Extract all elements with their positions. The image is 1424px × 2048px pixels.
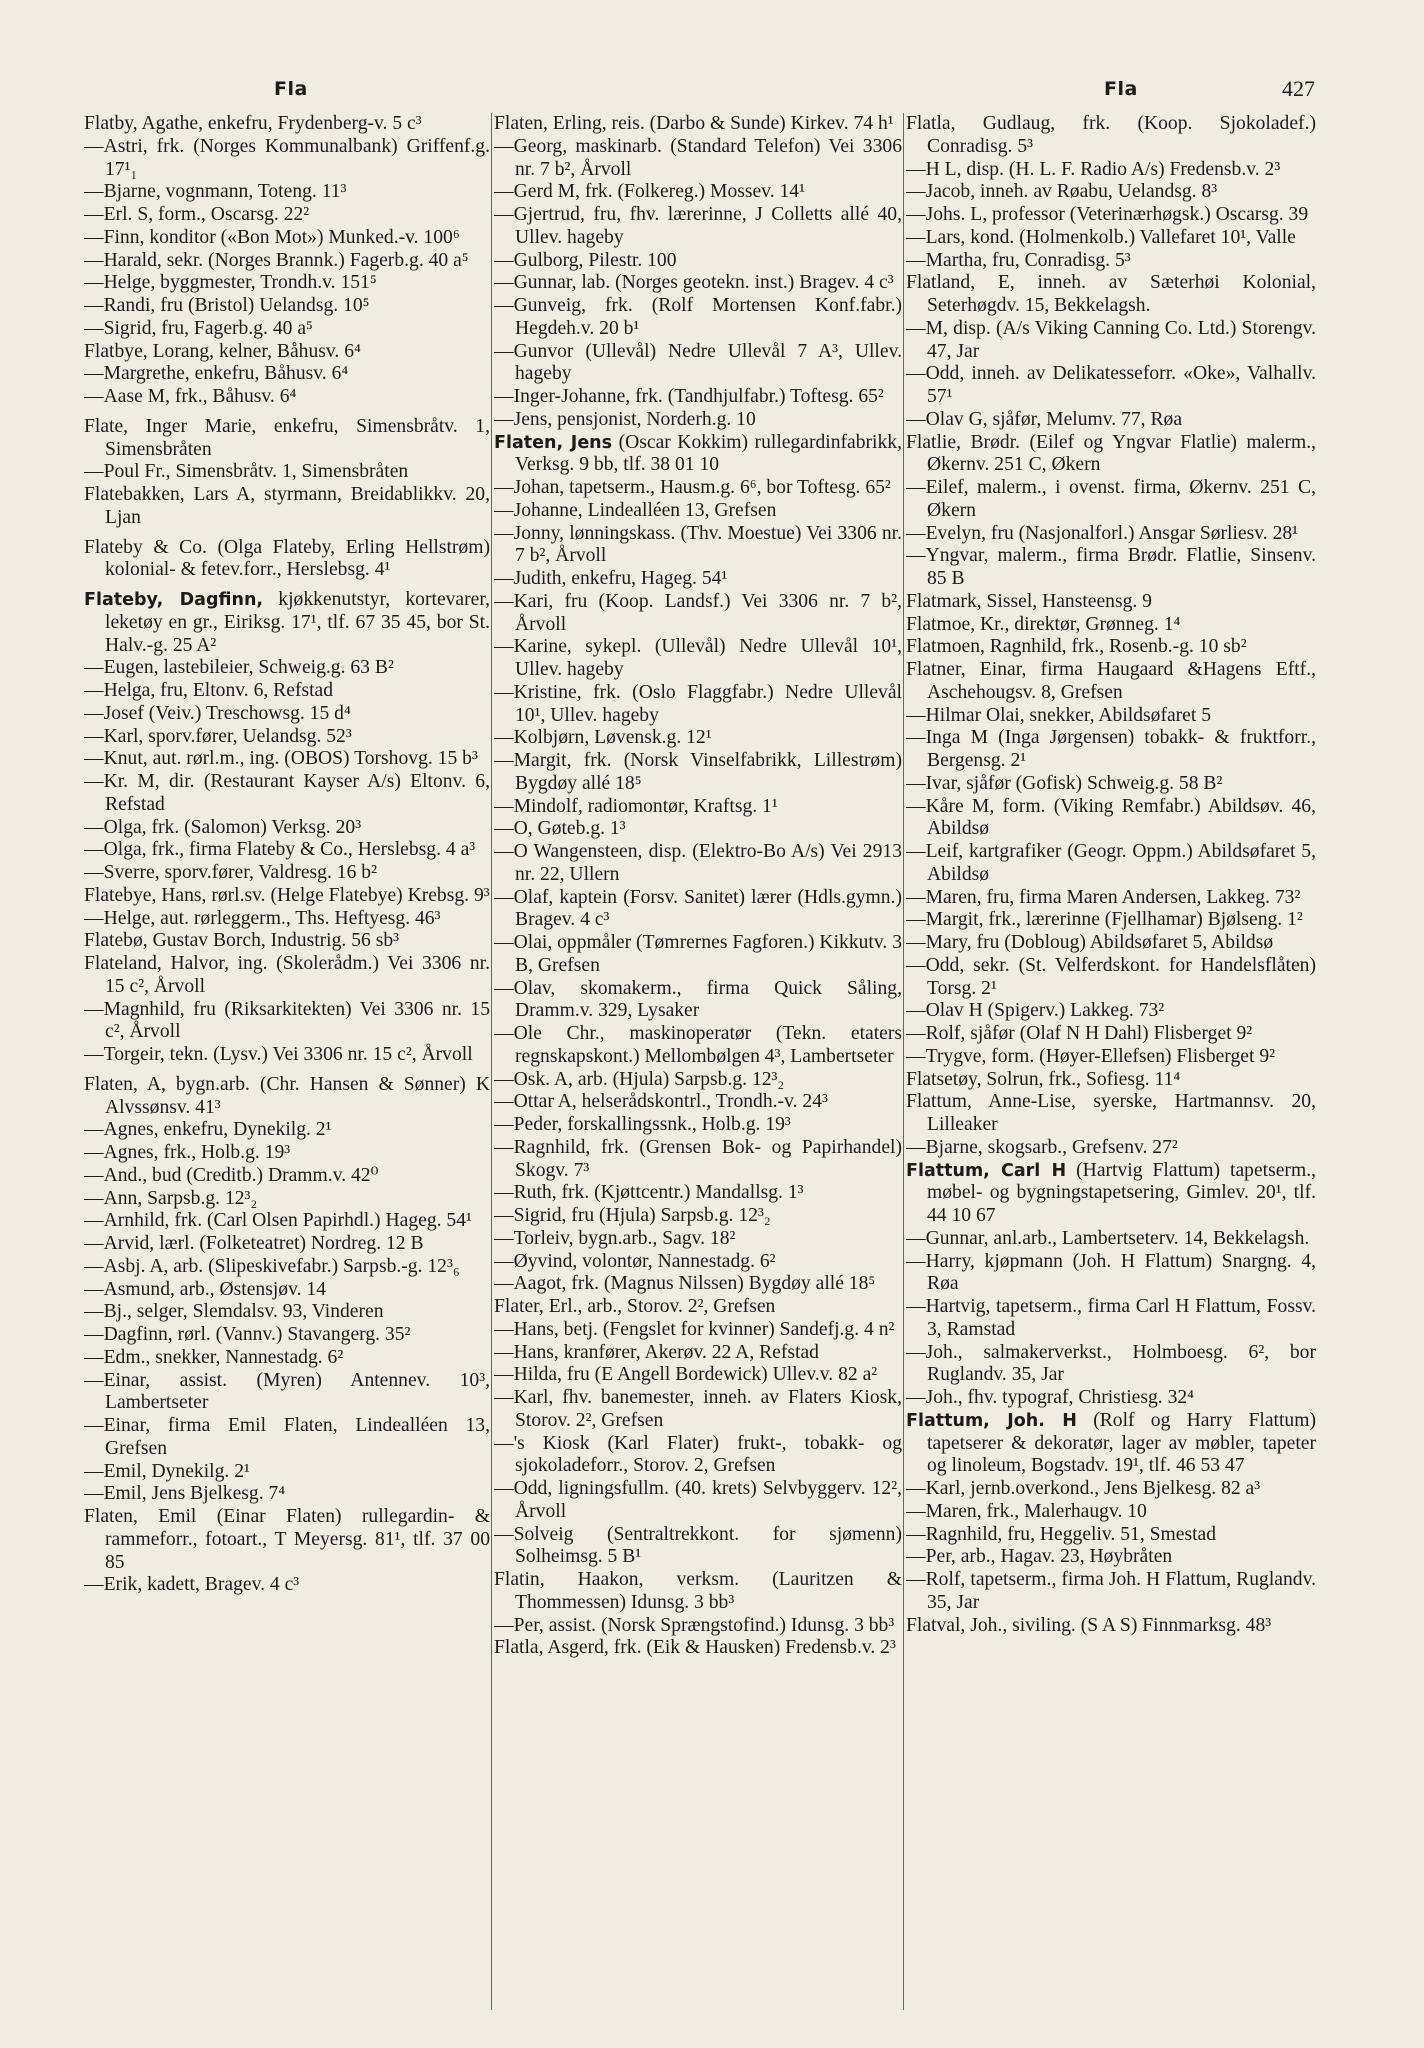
directory-entry xyxy=(494,1296,902,1319)
entry-text: —Ottar A, helserådskontrl., Trondh.-v. 24³ xyxy=(494,1091,828,1113)
column-divider xyxy=(903,113,904,2010)
entry-text: —Ann, Sarpsb.g. 12³₂ xyxy=(84,1187,258,1209)
entry-text: —Karl, jernb.overkond., Jens Bjelkesg. 82 a³ xyxy=(906,1478,1261,1499)
entry-text: Flaten, Erling, reis. (Darbo & Sunde) Kirkev. 74 h¹ xyxy=(494,113,894,134)
entry-text: —Jacob, inneh. av Røabu, Uelandsg. 8³ xyxy=(906,181,1218,203)
entry-text: —Yngvar, malerm., firma Brødr. Flatlie, Sinsenv. 85 B xyxy=(906,545,1316,589)
entry-text: —Olga, frk., firma Flateby & Co., Herslebsg. 4 a³ xyxy=(84,839,476,861)
entry-text: Flattum, Anne-Lise, syerske, Hartmannsv. 20, Lilleaker xyxy=(906,1091,1316,1135)
directory-entry xyxy=(494,409,902,432)
directory-entry xyxy=(906,1069,1316,1092)
entry-text: Flatval, Joh., siviling. (S A S) Finnmarksg. 48³ xyxy=(906,1614,1272,1636)
entry-text: —Arvid, lærl. (Folketeatret) Nordreg. 12 B xyxy=(84,1233,424,1254)
running-head-right: Fla xyxy=(1104,78,1138,100)
entry-text: —Aagot, frk. (Magnus Nilssen) Bygdøy allé 18⁵ xyxy=(494,1273,876,1295)
entry-text: —Ivar, sjåfør (Gofisk) Schweig.g. 58 B² xyxy=(906,772,1223,794)
directory-entry xyxy=(84,1415,490,1461)
entry-text: —Margit, frk. (Norsk Vinselfabrikk, Lillestrøm) Bygdøy allé 18⁵ xyxy=(494,750,902,794)
entry-text: —Sverre, sporv.fører, Valdresg. 16 b² xyxy=(84,862,377,883)
directory-entry xyxy=(84,885,490,908)
directory-entry xyxy=(84,1119,490,1142)
entry-text: —Magnhild, fru (Riksarkitekten) Vei 3306 nr. 15 c², Årvoll xyxy=(84,998,490,1043)
directory-entry xyxy=(494,750,902,796)
directory-entry xyxy=(84,386,490,409)
directory-entry xyxy=(84,817,490,840)
directory-entry xyxy=(84,589,490,657)
entry-text: —Øyvind, volontør, Nannestadg. 6² xyxy=(494,1250,776,1272)
entry-text: —Per, arb., Hagav. 23, Høybråten xyxy=(906,1546,1173,1568)
entry-bold-name: Flaten, Jens xyxy=(494,432,613,453)
entry-text: —Einar, firma Emil Flaten, Lindealléen 13, Grefsen xyxy=(84,1415,490,1459)
directory-entry xyxy=(494,1205,902,1228)
entry-text: Flatlie, Brødr. (Eilef og Yngvar Flatlie) malerm., Økernv. 251 C, Økern xyxy=(906,431,1316,476)
directory-entry xyxy=(906,409,1316,432)
entry-text: —Margrethe, enkefru, Båhusv. 6⁴ xyxy=(84,363,349,385)
entry-text: Flateland, Halvor, ing. (Skolerådm.) Vei 3306 nr. 15 c², Årvoll xyxy=(84,953,490,997)
entry-text: —Poul Fr., Simensbråtv. 1, Simensbråten xyxy=(84,461,409,483)
directory-entry xyxy=(494,386,902,409)
directory-entry xyxy=(906,1342,1316,1388)
directory-entry xyxy=(906,1023,1316,1046)
directory-entry xyxy=(494,1569,902,1615)
directory-entry xyxy=(84,1324,490,1347)
directory-entry xyxy=(494,796,902,819)
entry-text: —Evelyn, fru (Nasjonalforl.) Ansgar Sørliesv. 28¹ xyxy=(906,522,1299,544)
entry-text: —Gunveig, frk. (Rolf Mortensen Konf.fabr.) Hegdeh.v. 20 b¹ xyxy=(494,295,902,339)
entry-text: —Trygve, form. (Høyer-Ellefsen) Flisberget 9² xyxy=(906,1045,1275,1067)
entry-text: Flatmoen, Ragnhild, frk., Rosenb.-g. 10 sb² xyxy=(906,636,1247,658)
directory-entry xyxy=(84,1506,490,1574)
directory-entry xyxy=(84,1370,490,1416)
entry-text: Flatner, Einar, firma Haugaard &Hagens Eftf., Aschehougsv. 8, Grefsen xyxy=(906,659,1316,703)
directory-entry xyxy=(84,1188,490,1211)
directory-entry xyxy=(906,1251,1316,1297)
directory-entry xyxy=(494,181,902,204)
directory-entry xyxy=(906,1228,1316,1251)
directory-entry xyxy=(906,705,1316,728)
entry-text: —Kolbjørn, Løvensk.g. 12¹ xyxy=(494,727,712,749)
entry-bold-name: Flateby, Dagfinn, xyxy=(84,590,264,610)
directory-entry xyxy=(84,181,490,204)
directory-entry xyxy=(84,862,490,885)
entry-text: —Lars, kond. (Holmenkolb.) Vallefaret 10¹, Valle xyxy=(906,226,1296,248)
entry-text: —M, disp. (A/s Viking Canning Co. Ltd.) Storengv. 47, Jar xyxy=(906,317,1316,362)
directory-entry xyxy=(494,818,902,841)
directory-entry xyxy=(906,1501,1316,1524)
entry-text: —Karl, sporv.fører, Uelandsg. 52³ xyxy=(84,725,352,747)
directory-column-3 xyxy=(906,113,1316,2013)
entry-text: —Olav H (Spigerv.) Lakkeg. 73² xyxy=(906,1000,1165,1022)
entry-text: —Ragnhild, frk. (Grensen Bok- og Papirhandel) Skogv. 7³ xyxy=(494,1136,902,1181)
directory-entry xyxy=(906,113,1316,159)
entry-text: —Astri, frk. (Norges Kommunalbank) Griffenf.g. 17¹₁ xyxy=(84,135,490,180)
directory-entry xyxy=(494,272,902,295)
entry-text: —Torgeir, tekn. (Lysv.) Vei 3306 nr. 15 c², Årvoll xyxy=(84,1044,473,1065)
entry-text: —Hans, betj. (Fengslet for kvinner) Sandefj.g. 4 n² xyxy=(494,1318,895,1340)
directory-entry xyxy=(494,136,902,182)
directory-entry xyxy=(906,1296,1316,1342)
directory-entry xyxy=(494,1273,902,1296)
entry-text: —Torleiv, bygn.arb., Sagv. 18² xyxy=(494,1227,736,1249)
entry-text: —Erik, kadett, Bragev. 4 c³ xyxy=(84,1574,300,1596)
directory-entry xyxy=(906,363,1316,409)
entry-text: —O Wangensteen, disp. (Elektro-Bo A/s) Vei 2913 nr. 22, Ullern xyxy=(494,841,902,885)
entry-text: Flatmoe, Kr., direktør, Grønneg. 1⁴ xyxy=(906,613,1181,635)
directory-entry xyxy=(494,477,902,500)
directory-entry xyxy=(906,932,1316,955)
directory-entry xyxy=(906,432,1316,478)
entry-text: —Arnhild, frk. (Carl Olsen Papirhdl.) Hageg. 54¹ xyxy=(84,1210,472,1232)
directory-entry xyxy=(906,1569,1316,1615)
entry-text: —Dagfinn, rørl. (Vannv.) Stavangerg. 35² xyxy=(84,1324,411,1345)
entry-text: —Olaf, kaptein (Forsv. Sanitet) lærer (Hdls.gymn.) Bragev. 4 c³ xyxy=(494,886,902,931)
directory-entry xyxy=(906,1160,1316,1228)
directory-entry xyxy=(84,272,490,295)
directory-entry xyxy=(906,841,1316,887)
directory-entry xyxy=(494,1091,902,1114)
directory-entry xyxy=(494,932,902,978)
entry-text: —Helga, fru, Eltonv. 6, Refstad xyxy=(84,680,334,701)
entry-text: —Hans, kranfører, Akerøv. 22 A, Refstad xyxy=(494,1341,819,1363)
entry-text: —Knut, aut. rørl.m., ing. (OBOS) Torshovg. 15 b³ xyxy=(84,748,478,770)
directory-entry xyxy=(84,416,490,462)
entry-text: —Olga, frk. (Salomon) Verksg. 20³ xyxy=(84,816,362,838)
entry-text: —Odd, inneh. av Delikatesseforr. «Oke», Valhallv. 57¹ xyxy=(906,363,1316,407)
entry-text: —Eilef, malerm., i ovenst. firma, Økernv. 251 C, Økern xyxy=(906,477,1316,521)
directory-entry xyxy=(494,341,902,387)
entry-text: —Asmund, arb., Østensjøv. 14 xyxy=(84,1278,327,1300)
entry-text: —Asbj. A, arb. (Slipeskivefabr.) Sarpsb.-g. 12³₆ xyxy=(84,1255,460,1277)
entry-text: —Inger-Johanne, frk. (Tandhjulfabr.) Toftesg. 65² xyxy=(494,386,884,407)
entry-text: —Edm., snekker, Nannestadg. 6² xyxy=(84,1346,344,1368)
directory-entry xyxy=(84,136,490,182)
entry-text: —Ragnhild, fru, Heggeliv. 51, Smestad xyxy=(906,1523,1217,1545)
entry-text: —Mary, fru (Dobloug) Abildsøfaret 5, Abildsø xyxy=(906,932,1274,953)
directory-entry xyxy=(84,748,490,771)
directory-entry xyxy=(494,1342,902,1365)
directory-entry xyxy=(84,703,490,726)
directory-entry xyxy=(494,250,902,273)
column-divider xyxy=(491,113,492,2010)
directory-entry xyxy=(84,295,490,318)
entry-text: —Erl. S, form., Oscarsg. 22² xyxy=(84,204,310,225)
directory-entry xyxy=(906,545,1316,591)
entry-text: —Per, assist. (Norsk Sprængstofind.) Idunsg. 3 bb³ xyxy=(494,1614,895,1636)
entry-text: —Rolf, sjåfør (Olaf N H Dahl) Flisberget 9² xyxy=(906,1023,1253,1044)
entry-bold-name: Flattum, Joh. H xyxy=(906,1410,1077,1431)
directory-entry xyxy=(84,726,490,749)
directory-entry xyxy=(84,771,490,817)
directory-entry xyxy=(906,955,1316,1001)
entry-text: Flatebakken, Lars A, styrmann, Breidablikkv. 20, Ljan xyxy=(84,484,490,528)
directory-entry xyxy=(494,1433,902,1479)
directory-entry xyxy=(906,659,1316,705)
entry-text: Flaten, Emil (Einar Flaten) rullegardin- & rammeforr., fotoart., T Meyersg. 81¹, tlf. 37 00 85 xyxy=(84,1506,490,1573)
directory-entry xyxy=(84,657,490,680)
entry-text: Flatla, Asgerd, frk. (Eik & Hausken) Fredensb.v. 2³ xyxy=(494,1637,896,1659)
directory-entry xyxy=(84,1074,490,1120)
entry-text: Flater, Erl., arb., Storov. 2², Grefsen xyxy=(494,1296,776,1317)
directory-entry xyxy=(906,250,1316,273)
entry-text: —Finn, konditor («Bon Mot») Munked.-v. 100⁶ xyxy=(84,226,460,248)
entry-text: —Hartvig, tapetserm., firma Carl H Flattum, Fossv. 3, Ramstad xyxy=(906,1296,1316,1340)
entry-text: (Hartvig Flattum) tapetserm., møbel- og bygningstapetsering, Gimlev. 20¹, tlf. 44 10 67 xyxy=(927,1159,1316,1226)
directory-entry xyxy=(906,1546,1316,1569)
directory-entry xyxy=(84,1347,490,1370)
entry-text: Flatebø, Gustav Borch, Industrig. 56 sb³ xyxy=(84,930,399,952)
directory-entry xyxy=(494,1251,902,1274)
directory-entry xyxy=(906,477,1316,523)
directory-entry xyxy=(494,841,902,887)
directory-entry xyxy=(906,1137,1316,1160)
directory-entry xyxy=(906,1000,1316,1023)
directory-entry xyxy=(906,272,1316,318)
entry-text: —Gjertrud, fru, fhv. lærerinne, J Colletts allé 40, Ullev. hageby xyxy=(494,204,902,248)
entry-text: —Margit, frk., lærerinne (Fjellhamar) Bjølseng. 1² xyxy=(906,909,1303,931)
directory-entry xyxy=(494,1069,902,1092)
directory-entry xyxy=(494,295,902,341)
entry-text: —Harald, sekr. (Norges Brannk.) Fagerb.g. 40 a⁵ xyxy=(84,249,469,271)
directory-entry xyxy=(906,636,1316,659)
entry-text: —Bjarne, skogsarb., Grefsenv. 27² xyxy=(906,1136,1178,1158)
directory-entry xyxy=(906,796,1316,842)
entry-text: —Helge, byggmester, Trondh.v. 151⁵ xyxy=(84,272,377,294)
directory-entry xyxy=(494,1137,902,1183)
entry-text: —Josef (Veiv.) Treschowsg. 15 d⁴ xyxy=(84,702,351,724)
entry-text: —Karine, sykepl. (Ullevål) Nedre Ullevål 10¹, Ullev. hageby xyxy=(494,636,902,680)
directory-entry xyxy=(84,1142,490,1165)
directory-entry xyxy=(494,636,902,682)
directory-entry xyxy=(494,1615,902,1638)
directory-entry xyxy=(84,1483,490,1506)
entry-text: —Johs. L, professor (Veterinærhøgsk.) Oscarsg. 39 xyxy=(906,204,1309,225)
entry-text: —Gunnar, lab. (Norges geotekn. inst.) Bragev. 4 c³ xyxy=(494,272,894,294)
directory-entry xyxy=(84,484,490,530)
directory-entry xyxy=(494,591,902,637)
entry-text: —Agnes, enkefru, Dynekilg. 2¹ xyxy=(84,1119,332,1141)
directory-entry xyxy=(494,1524,902,1570)
entry-text: —Hilmar Olai, snekker, Abildsøfaret 5 xyxy=(906,704,1212,726)
directory-entry xyxy=(906,909,1316,932)
directory-column-2 xyxy=(494,113,902,2013)
entry-text: —Johanne, Lindealléen 13, Grefsen xyxy=(494,499,777,521)
entry-text: —And., bud (Creditb.) Dramm.v. 42⁰ xyxy=(84,1164,379,1186)
entry-text: —Karl, fhv. banemester, inneh. av Flaters Kiosk, Storov. 2², Grefsen xyxy=(494,1387,902,1431)
entry-text: —Odd, ligningsfullm. (40. krets) Selvbyggerv. 12², Årvoll xyxy=(494,1478,902,1522)
entry-text: —Einar, assist. (Myren) Antennev. 10³, Lambertseter xyxy=(84,1369,490,1414)
directory-entry xyxy=(84,461,490,484)
directory-entry xyxy=(84,1256,490,1279)
directory-entry xyxy=(494,1023,902,1069)
directory-entry xyxy=(494,887,902,933)
directory-entry xyxy=(494,1114,902,1137)
directory-entry xyxy=(494,1319,902,1342)
directory-entry xyxy=(84,341,490,364)
entry-text: —Olav G, sjåfør, Melumv. 77, Røa xyxy=(906,408,1183,430)
directory-entry xyxy=(84,953,490,999)
entry-text: —Inga M (Inga Jørgensen) tobakk- & fruktforr., Bergensg. 2¹ xyxy=(906,727,1316,771)
entry-text: Flatin, Haakon, verksm. (Lauritzen & Thommessen) Idunsg. 3 bb³ xyxy=(494,1569,902,1613)
entry-text: —Peder, forskallingssnk., Holb.g. 19³ xyxy=(494,1114,791,1135)
entry-text: —Gulborg, Pilestr. 100 xyxy=(494,249,677,271)
entry-text: —Agnes, frk., Holb.g. 19³ xyxy=(84,1142,291,1163)
directory-entry xyxy=(84,930,490,953)
directory-entry xyxy=(84,363,490,386)
directory-entry xyxy=(84,318,490,341)
directory-entry xyxy=(906,204,1316,227)
directory-entry xyxy=(494,682,902,728)
entry-text: —Odd, sekr. (St. Velferdskont. for Handelsflåten) Torsg. 2¹ xyxy=(906,954,1316,999)
entry-text: —H L, disp. (H. L. F. Radio A/s) Fredensb.v. 2³ xyxy=(906,158,1281,180)
entry-text: Flatsetøy, Solrun, frk., Sofiesg. 11⁴ xyxy=(906,1068,1181,1090)
directory-entry xyxy=(84,908,490,931)
directory-entry xyxy=(494,1478,902,1524)
entry-text: —Harry, kjøpmann (Joh. H Flattum) Snargng. 4, Røa xyxy=(906,1250,1316,1295)
entry-text: (Oscar Kokkim) rullegardinfabrikk, Verksg. 9 bb, tlf. 38 01 10 xyxy=(515,431,902,476)
entry-text: —Kr. M, dir. (Restaurant Kayser A/s) Eltonv. 6, Refstad xyxy=(84,771,490,815)
entry-text: Flaten, A, bygn.arb. (Chr. Hansen & Sønner) K Alvssønsv. 41³ xyxy=(84,1073,490,1118)
directory-entry xyxy=(906,591,1316,614)
directory-entry xyxy=(84,680,490,703)
entry-text: —Kristine, frk. (Oslo Flaggfabr.) Nedre Ullevål 10¹, Ullev. hageby xyxy=(494,681,902,726)
directory-entry xyxy=(84,113,490,136)
entry-text: —Kåre M, form. (Viking Remfabr.) Abildsøv. 46, Abildsø xyxy=(906,795,1316,840)
entry-bold-name: Flattum, Carl H xyxy=(906,1160,1067,1181)
entry-text: —Helge, aut. rørleggerm., Ths. Heftyesg. 46³ xyxy=(84,907,441,929)
entry-text: —Gunnar, anl.arb., Lambertseterv. 14, Bekkelagsh. xyxy=(906,1227,1310,1249)
directory-entry xyxy=(494,1387,902,1433)
entry-text: Flatby, Agathe, enkefru, Frydenberg-v. 5 c³ xyxy=(84,113,422,134)
directory-entry xyxy=(84,839,490,862)
entry-text: Flate, Inger Marie, enkefru, Simensbråtv. 1, Simensbråten xyxy=(84,415,490,460)
directory-entry xyxy=(84,537,490,583)
directory-entry xyxy=(906,614,1316,637)
entry-text: —Joh., fhv. typograf, Christiesg. 32⁴ xyxy=(906,1387,1195,1408)
page-number: 427 xyxy=(1282,76,1315,101)
entry-text: Flatla, Gudlaug, frk. (Koop. Sjokoladef.) Conradisg. 5³ xyxy=(906,113,1316,157)
directory-entry xyxy=(906,1091,1316,1137)
directory-entry xyxy=(494,1637,902,1660)
entry-text: —Olav, skomakerm., firma Quick Såling, Dramm.v. 329, Lysaker xyxy=(494,977,902,1022)
directory-entry xyxy=(494,727,902,750)
entry-text: —Emil, Dynekilg. 2¹ xyxy=(84,1460,250,1482)
directory-entry xyxy=(494,568,902,591)
directory-entry xyxy=(84,204,490,227)
entry-text: Flateby & Co. (Olga Flateby, Erling Hellstrøm) kolonial- & fetev.forr., Herslebsg. 4¹ xyxy=(84,536,490,581)
running-head-left: Fla xyxy=(274,78,308,100)
directory-entry xyxy=(84,250,490,273)
entry-text: —Joh., salmakerverkst., Holmboesg. 6², bor Ruglandv. 35, Jar xyxy=(906,1341,1316,1386)
directory-entry xyxy=(84,1210,490,1233)
entry-text: —Gerd M, frk. (Folkereg.) Mossev. 14¹ xyxy=(494,181,805,203)
directory-entry xyxy=(906,1524,1316,1547)
entry-text: —Kari, fru (Koop. Landsf.) Vei 3306 nr. 7 b², Årvoll xyxy=(494,590,902,635)
entry-text: —Eugen, lastebileier, Schweig.g. 63 B² xyxy=(84,657,394,679)
directory-entry xyxy=(494,500,902,523)
directory-column-1 xyxy=(84,113,490,2013)
entry-text: Flatmark, Sissel, Hansteensg. 9 xyxy=(906,590,1152,612)
entry-text: —Bj., selger, Slemdalsv. 93, Vinderen xyxy=(84,1301,384,1323)
directory-entry xyxy=(906,227,1316,250)
entry-text: —Leif, kartgrafiker (Geogr. Oppm.) Abildsøfaret 5, Abildsø xyxy=(906,841,1316,885)
directory-entry xyxy=(84,1165,490,1188)
entry-text: —Jens, pensjonist, Norderh.g. 10 xyxy=(494,408,756,430)
entry-text: Flatebye, Hans, rørl.sv. (Helge Flatebye) Krebsg. 9³ xyxy=(84,884,490,906)
entry-text: —Maren, frk., Malerhaugv. 10 xyxy=(906,1500,1147,1522)
entry-text: —Bjarne, vognmann, Toteng. 11³ xyxy=(84,181,347,203)
entry-text: —Rolf, tapetserm., firma Joh. H Flattum, Ruglandv. 35, Jar xyxy=(906,1569,1316,1613)
entry-text: —Ole Chr., maskinoperatør (Tekn. etaters regnskapskont.) Mellombølgen 4³, Lambertseter xyxy=(494,1023,902,1067)
directory-entry xyxy=(906,1478,1316,1501)
entry-text: —Ruth, frk. (Kjøttcentr.) Mandallsg. 1³ xyxy=(494,1182,804,1204)
directory-entry xyxy=(84,1461,490,1484)
entry-text: —Mindolf, radiomontør, Kraftsg. 1¹ xyxy=(494,795,778,817)
directory-entry xyxy=(494,432,902,478)
directory-entry xyxy=(906,181,1316,204)
directory-entry xyxy=(906,773,1316,796)
directory-entry xyxy=(906,523,1316,546)
entry-text: —Sigrid, fru, Fagerb.g. 40 a⁵ xyxy=(84,317,313,339)
directory-entry xyxy=(84,1279,490,1302)
directory-entry xyxy=(906,318,1316,364)
directory-entry xyxy=(494,978,902,1024)
entry-text: Flatland, E, inneh. av Sæterhøi Kolonial, Seterhøgdv. 15, Bekkelagsh. xyxy=(906,272,1316,316)
entry-text: —Johan, tapetserm., Hausm.g. 6⁶, bor Toftesg. 65² xyxy=(494,477,891,498)
directory-entry xyxy=(494,113,902,136)
directory-entry xyxy=(84,999,490,1045)
directory-entry xyxy=(84,227,490,250)
directory-entry xyxy=(84,1044,490,1067)
entry-text: —Maren, fru, firma Maren Andersen, Lakkeg. 73² xyxy=(906,886,1301,908)
entry-text: —Emil, Jens Bjelkesg. 7⁴ xyxy=(84,1483,286,1505)
directory-entry xyxy=(494,1364,902,1387)
directory-entry xyxy=(906,887,1316,910)
entry-text: —Hilda, fru (E Angell Bordewick) Ullev.v. 82 a² xyxy=(494,1364,878,1386)
entry-text: —'s Kiosk (Karl Flater) frukt-, tobakk- og sjokoladeforr., Storov. 2, Grefsen xyxy=(494,1432,902,1477)
entry-text: —Olai, oppmåler (Tømrernes Fagforen.) Kikkutv. 3 B, Grefsen xyxy=(494,932,902,976)
directory-entry xyxy=(906,159,1316,182)
directory-entry xyxy=(906,1387,1316,1410)
entry-text: —O, Gøteb.g. 1³ xyxy=(494,818,626,840)
entry-text: —Georg, maskinarb. (Standard Telefon) Vei 3306 nr. 7 b², Årvoll xyxy=(494,135,902,180)
directory-entry xyxy=(494,204,902,250)
directory-entry xyxy=(84,1574,490,1597)
directory-entry xyxy=(494,523,902,569)
directory-entry xyxy=(906,1410,1316,1478)
directory-entry xyxy=(906,1046,1316,1069)
entry-text: (Rolf og Harry Flattum) tapetserer & dekoratør, lager av møbler, tapeter og linoleum, Bogstadv. 19¹, tlf. 46 53 47 xyxy=(927,1409,1316,1477)
entry-text: —Solveig (Sentraltrekkont. for sjømenn) Solheimsg. 5 B¹ xyxy=(494,1523,902,1568)
directory-entry xyxy=(84,1301,490,1324)
entry-text: —Osk. A, arb. (Hjula) Sarpsb.g. 12³₂ xyxy=(494,1068,785,1090)
entry-text: Flatbye, Lorang, kelner, Båhusv. 6⁴ xyxy=(84,340,361,362)
entry-text: —Gunvor (Ullevål) Nedre Ullevål 7 A³, Ullev. hageby xyxy=(494,340,902,385)
directory-entry xyxy=(494,1182,902,1205)
entry-text: —Martha, fru, Conradisg. 5³ xyxy=(906,249,1131,271)
entry-text: —Judith, enkefru, Hageg. 54¹ xyxy=(494,568,728,589)
entry-text: —Randi, fru (Bristol) Uelandsg. 10⁵ xyxy=(84,295,370,316)
entry-text: —Sigrid, fru (Hjula) Sarpsb.g. 12³₂ xyxy=(494,1205,771,1226)
entry-text: kjøkkenutstyr, kortevarer, leketøy en gr., Eiriksg. 17¹, tlf. 67 35 45, bor St. Halv.-g. 25 A² xyxy=(105,589,490,656)
directory-entry xyxy=(494,1228,902,1251)
directory-entry xyxy=(906,1615,1316,1638)
directory-entry xyxy=(84,1233,490,1256)
directory-entry xyxy=(906,727,1316,773)
entry-text: —Aase M, frk., Båhusv. 6⁴ xyxy=(84,386,297,407)
entry-text: —Jonny, lønningskass. (Thv. Moestue) Vei 3306 nr. 7 b², Årvoll xyxy=(494,522,902,567)
